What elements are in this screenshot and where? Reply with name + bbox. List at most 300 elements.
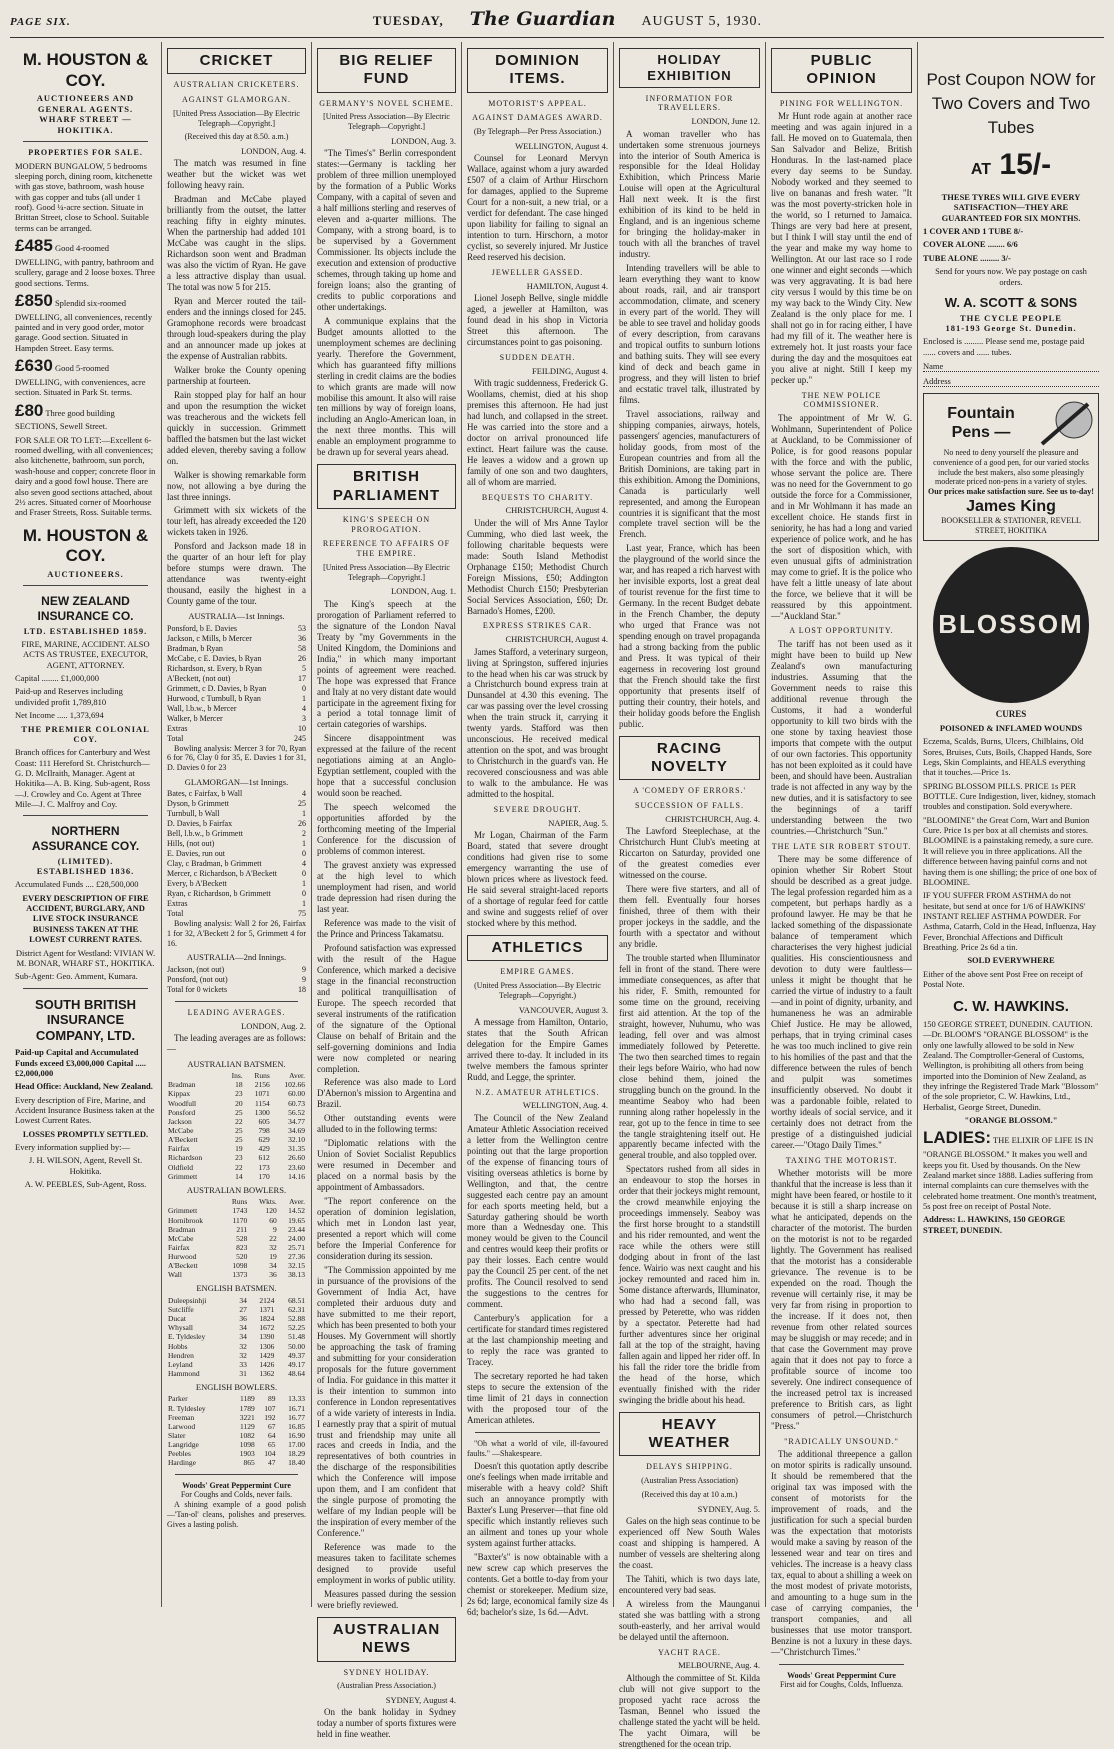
paragraph: Measures passed during the session were briefly reviewed. bbox=[317, 1589, 456, 1611]
coupon-address-field[interactable] bbox=[923, 376, 1099, 387]
fountain-pen-ad bbox=[923, 393, 1099, 541]
table-cell: 60.73 bbox=[288, 1098, 305, 1108]
table-cell: 1129 bbox=[239, 1421, 255, 1431]
score-batsman: Dyson, b Grimmett bbox=[167, 799, 229, 809]
table-cell: Hurwood bbox=[168, 1252, 197, 1262]
south-british-title: SOUTH BRITISH INSURANCE COMPANY, LTD. bbox=[34, 996, 137, 1044]
table-row bbox=[167, 1323, 306, 1332]
score-runs: 4 bbox=[302, 859, 306, 869]
score-runs: 1 bbox=[302, 899, 306, 909]
table-cell bbox=[167, 1071, 223, 1080]
table-row bbox=[167, 1117, 306, 1126]
racing-headline: RACING NOVELTY bbox=[619, 736, 760, 781]
paragraph: The Tahiti, which is two days late, encountered very bad seas. bbox=[619, 1573, 760, 1595]
table-cell: 56.52 bbox=[288, 1107, 305, 1117]
table-row bbox=[167, 1144, 306, 1153]
paragraph: Counsel for Leonard Mervyn Wallace, against whom a jury awarded £507 of a claim of Arthur Hirschorn for damages, applied to the Supreme Court for a non-suit, a new trial, or a verdict for defendant. The case hinged upon liability for failing to signal an intention to turn. Hirschorn, a motor cyclist, so severely injured. Mr Justice Reed reserved his decision. bbox=[467, 153, 608, 262]
subhead: DELAYS SHIPPING. bbox=[646, 1462, 733, 1472]
pen-more: Our prices make satisfaction sure. See us to-day! bbox=[928, 487, 1094, 497]
paragraph: There were five starters, and all of them fell. Eventually four horses finished, three of them with their proper jockeys in the saddle, and the fourth with a spectator and without any bridle. bbox=[619, 884, 760, 950]
table-cell: Sutcliffe bbox=[168, 1304, 194, 1314]
masthead-day: TUESDAY, bbox=[372, 13, 444, 28]
paragraph: The leading averages are as follows:— bbox=[167, 1032, 306, 1054]
paragraph: The match was resumed in fine weather but the wicket was wet following heavy rain. bbox=[167, 158, 306, 191]
score-row bbox=[167, 829, 306, 839]
page-number: PAGE SIX. bbox=[10, 16, 71, 28]
dateline: LONDON, Aug. 2. bbox=[241, 1020, 306, 1031]
table-cell: 24.00 bbox=[288, 1233, 305, 1243]
score-batsman: Ryan, c Richardson, b Grimmett bbox=[167, 889, 271, 899]
table-cell: 1426 bbox=[259, 1359, 275, 1369]
table-cell: Larwood bbox=[168, 1421, 196, 1431]
table-cell: R. Tyldesley bbox=[168, 1403, 206, 1413]
table-cell: 34 bbox=[239, 1332, 247, 1342]
paragraph: The secretary reported he had taken steps to secure the extension of the time limit of 21 days in connection with the proposed tour of the American athletes. bbox=[467, 1371, 608, 1425]
pills-ad: SPRING BLOSSOM PILLS. PRICE 1s PER BOTTLE. Cure Indigestion, liver, kidney, stomach troubles and constipation. Sold everywhere. bbox=[923, 780, 1096, 812]
paragraph: Reference was made to the measures taken to facilitate schemes designed to provide useful employment in works of public utility. bbox=[317, 1542, 456, 1586]
pen-firm-sub: BOOKSELLER & STATIONER, REVELL STREET, HOKITIKA bbox=[941, 516, 1081, 536]
table-cell: 33 bbox=[239, 1359, 247, 1369]
wire-credit: [United Press Association—By Electric Telegraph—Copyright.] bbox=[323, 112, 450, 132]
wire-credit: [United Press Association—By Electric Telegraph—Copyright.] bbox=[173, 108, 300, 128]
table-cell: 3221 bbox=[239, 1412, 255, 1422]
tyre-guarantee: THESE TYRES WILL GIVE EVERY SATISFACTION—THEY ARE GUARANTEED FOR SIX MONTHS. bbox=[941, 191, 1081, 223]
table-row bbox=[167, 1216, 306, 1225]
table-row bbox=[167, 1126, 306, 1135]
table-cell: 1189 bbox=[239, 1394, 255, 1404]
table-cell: Aver. bbox=[289, 1071, 305, 1081]
table-header bbox=[167, 1071, 306, 1080]
score-row bbox=[167, 849, 306, 859]
table-row bbox=[167, 1135, 306, 1144]
score-batsman: Total bbox=[167, 909, 184, 919]
ladies-text: THE ELIXIR OF LIFE IS IN "ORANGE BLOSSOM." It makes you well and keeps you fit. Used by thousands. On the New Zealand market since 1888. Ladies suffering from internal complaints can cure themselves with the celebrated home treatment. One month's treatment, 5s post free on receipt of Postal Note. bbox=[923, 1135, 1097, 1211]
table-cell: 22 bbox=[235, 1116, 243, 1126]
dateline: CHRISTCHURCH, August 4. bbox=[505, 505, 608, 516]
table-cell: 1300 bbox=[254, 1107, 270, 1117]
table-cell: 52.88 bbox=[288, 1314, 305, 1324]
property-text: Three good building SECTIONS, Sewell Street. bbox=[15, 407, 115, 432]
table-cell: 32.10 bbox=[288, 1135, 305, 1145]
paragraph: Under the will of Mrs Anne Taylor Cumming, who died last week, the following charitable bequests were made: South Island Methodist Orphanage £150; Methodist Church Foreign Missions, £50; Addington Methodist Church £150; Presbyterian Social Services Association, £60; Dr. Barnado's Homes, £200. bbox=[467, 517, 608, 616]
subhead: THE LATE SIR ROBERT STOUT. bbox=[771, 841, 912, 851]
score-runs: 26 bbox=[298, 819, 306, 829]
score-runs: 4 bbox=[302, 789, 306, 799]
score-batsman: Every, b A'Beckett bbox=[167, 879, 227, 889]
dateline: MELBOURNE, Aug. 4. bbox=[678, 1660, 760, 1671]
table-cell: 18.29 bbox=[288, 1449, 305, 1459]
northern-assurance-sub: (LIMITED). bbox=[57, 855, 114, 866]
table-row bbox=[167, 1351, 306, 1360]
score-runs: 17 bbox=[298, 673, 306, 683]
paragraph: A woman traveller who has undertaken some strenuous journeys into the interior of South America is responsible for the Ideal Holiday Exhibition, which Princess Marie Louise will open at the Agricultural Hall next week. It is the first exhibition of its kind to be held in England, and is an ingenious scheme for bringing the holiday-maker in touch with all the branches of travel industry. bbox=[619, 128, 760, 260]
dateline: NAPIER, Aug. 5. bbox=[548, 817, 608, 828]
table-row bbox=[167, 1153, 306, 1162]
south-british-capital: Paid-up Capital and Accumulated Funds exceed £3,000,000 Capital ..... £2,000,000 bbox=[15, 1047, 147, 1078]
innings-title: AUSTRALIA—1st Innings. bbox=[188, 611, 285, 622]
score-batsman: Hills, (not out) bbox=[167, 839, 215, 849]
table-cell: 22 bbox=[269, 1233, 277, 1243]
paragraph: Ponsford and Jackson made 18 in the quarter of an hour left for play before stumps were drawn. The attendance was twenty-eight thousand, easily the highest in a County game of the tour. bbox=[167, 541, 306, 607]
subhead: GERMANY'S NOVEL SCHEME. bbox=[319, 98, 454, 108]
dateline: SYDNEY, Aug. 5. bbox=[697, 1503, 760, 1514]
table-cell: 1903 bbox=[239, 1449, 255, 1459]
table-cell: McCabe bbox=[168, 1126, 194, 1136]
subhead: THE NEW POLICE COMMISSIONER. bbox=[801, 390, 882, 410]
score-runs: 36 bbox=[298, 633, 306, 643]
table-cell: 23 bbox=[235, 1153, 243, 1163]
dominion-headline: DOMINION ITEMS. bbox=[467, 48, 608, 93]
pen-text: No need to deny yourself the pleasure and convenience of a good pen, for our varied stocks include the best makers, also some pleasingly moderate priced non-pens in a variety of styles. bbox=[933, 448, 1089, 487]
subhead: SUDDEN DEATH. bbox=[499, 352, 576, 362]
premier-colonial: THE PREMIER COLONIAL COY. bbox=[21, 723, 150, 744]
score-runs: 245 bbox=[294, 733, 306, 743]
table-cell: 32 bbox=[239, 1350, 247, 1360]
paragraph: James Stafford, a veterinary surgeon, living at Springston, suffered injuries to the head when his car was struck by a Christchurch bound express train at Dunsandel at 4.30 this evening. The car was passing over the level crossing when the train struck it, carrying it twenty yards. Stafford was then unconscious. He received medical attention on the spot, and was brought to Christchurch in the guard's van. He recovered consciousness and was able to walk to the ambulance. He was admitted to the hospital. bbox=[467, 646, 608, 800]
table-cell: 429 bbox=[258, 1144, 270, 1154]
table-cell: Ponsford bbox=[168, 1107, 196, 1117]
score-row bbox=[167, 909, 306, 919]
hawkins-address: Address: L. HAWKINS, 150 GEORGE STREET, DUNEDIN. bbox=[923, 1214, 1066, 1235]
paragraph: Profound satisfaction was expressed with the result of the Hague Conference, which marked a decisive stage in the financial reconstruction and political tranquillisation of Europe. The speech recorded that several instruments of the ratification of the signature of the Optional Clause on behalf of Britain and the self-governing dominions and India were now completed or nearing completion. bbox=[317, 942, 456, 1074]
score-runs: 1 bbox=[302, 839, 306, 849]
table-row bbox=[167, 1404, 306, 1413]
averages-title: LEADING AVERAGES. bbox=[187, 1007, 286, 1017]
table-cell: 629 bbox=[258, 1135, 270, 1145]
property-price: £630 bbox=[15, 356, 53, 376]
score-runs: 58 bbox=[298, 643, 306, 653]
relief-headline: BIG RELIEF FUND bbox=[317, 48, 456, 93]
table-row bbox=[167, 1234, 306, 1243]
score-row bbox=[167, 704, 306, 714]
table-cell: 27.36 bbox=[288, 1252, 305, 1262]
table-cell: 823 bbox=[236, 1242, 248, 1252]
table-cell: Wkts. bbox=[259, 1197, 277, 1207]
table-cell: 34.77 bbox=[288, 1116, 305, 1126]
south-british-info: Every information supplied by:— bbox=[15, 1142, 130, 1153]
score-batsman: Turnbull, b Wall bbox=[167, 809, 220, 819]
score-row bbox=[167, 809, 306, 819]
dateline: CHRISTCHURCH, Aug. 4. bbox=[665, 813, 760, 824]
table-row bbox=[167, 1252, 306, 1261]
subhead: JEWELLER GASSED. bbox=[491, 267, 584, 277]
divider bbox=[23, 585, 148, 586]
score-row bbox=[167, 654, 306, 664]
table-row bbox=[167, 1080, 306, 1089]
table-cell: Aver. bbox=[289, 1197, 305, 1207]
cricket-subhead: AUSTRALIAN CRICKETERS. bbox=[173, 80, 300, 90]
table-cell: 1098 bbox=[232, 1261, 248, 1271]
paragraph: Walker is showing remarkable form now, not allowing a bye during the last three innings. bbox=[167, 469, 306, 502]
table-cell: 14.16 bbox=[288, 1171, 305, 1181]
nz-insurance-title: NEW ZEALAND INSURANCE CO. bbox=[37, 594, 134, 624]
paragraph: A message from Hamilton, Ontario, states that the South African delegation for the Empire Games arrived there to-day. It included in its twelve members the famous sprinter Rudd, and Legge, the sprinter. bbox=[467, 1016, 608, 1082]
bowling-analysis: Bowling analysis: Mercer 3 for 70, Ryan 6 for 76, Clay 0 for 35, E. Davies 1 for 31, D. Davies 0 for 23 bbox=[167, 743, 306, 773]
table-cell: 1390 bbox=[259, 1332, 275, 1342]
subhead: SUCCESSION OF FALLS. bbox=[635, 801, 744, 811]
score-runs: 0 bbox=[302, 683, 306, 693]
table-cell: 20 bbox=[235, 1098, 243, 1108]
paragraph: Canterbury's application for a certificate for standard times registered at the last championship meeting and to reply the race was granted to Tracey. bbox=[467, 1313, 608, 1368]
score-runs: 2 bbox=[302, 829, 306, 839]
coupon-at: AT bbox=[970, 161, 992, 179]
divider bbox=[175, 1001, 298, 1002]
score-runs: 9 bbox=[302, 964, 306, 974]
score-batsman: Total for 0 wickets bbox=[167, 984, 228, 994]
northern-assurance-agent: District Agent for Westland: VIVIAN W. M. BONAR, WHARF ST., HOKITIKA. bbox=[15, 947, 156, 968]
score-runs: 10 bbox=[298, 723, 306, 733]
table-cell: 1082 bbox=[239, 1431, 255, 1441]
table-cell: 32.15 bbox=[288, 1261, 305, 1271]
property-listing bbox=[15, 401, 156, 432]
table-cell: Jackson bbox=[168, 1116, 192, 1126]
table-cell: 104 bbox=[264, 1449, 276, 1459]
score-batsman: Mercer, c Richardson, b A'Beckett bbox=[167, 869, 277, 879]
divider bbox=[175, 1474, 298, 1475]
table-cell: Fairfax bbox=[168, 1242, 190, 1252]
score-runs: 4 bbox=[302, 703, 306, 713]
table-row bbox=[167, 1206, 306, 1215]
subhead: YACHT RACE. bbox=[658, 1647, 721, 1657]
table-cell: 62.31 bbox=[288, 1304, 305, 1314]
table-title: ENGLISH BATSMEN. bbox=[196, 1283, 277, 1294]
hawkins-caution: 150 GEORGE STREET, DUNEDIN. CAUTION.—Dr. BLOOM'S "ORANGE BLOSSOM" is the only one lawfully allowed to be sold in New Zealand. The Comptroller-General of Customs, Wellington, is prohibiting all others from being imported into the Dominion of New Zealand, as they infringe the Registered Trade Mark "Blossom" of the sole proprietor, C. W. Hawkins, Ltd., Herbalist, George Street, Dunedin. bbox=[923, 1018, 1099, 1112]
subhead: TAXING THE MOTORIST. bbox=[785, 1155, 898, 1165]
score-batsman: Grimmett, c D. Davies, b Ryan bbox=[167, 683, 267, 693]
paragraph: On the bank holiday in Sydney today a number of sports fixtures were held in fine weather. bbox=[317, 1707, 456, 1740]
table-cell: 16.71 bbox=[288, 1403, 305, 1413]
table-cell: 25.71 bbox=[288, 1242, 305, 1252]
score-batsman: McCabe, c E. Davies, b Ryan bbox=[167, 653, 262, 663]
ladies-ad bbox=[923, 1128, 1099, 1211]
table-cell: 19.65 bbox=[288, 1215, 305, 1225]
averages-table bbox=[167, 1071, 306, 1181]
table-cell: 25 bbox=[235, 1107, 243, 1117]
score-row bbox=[167, 985, 306, 995]
houston-firm-address: WHARF STREET — HOKITIKA. bbox=[39, 114, 132, 135]
table-cell: Hammond bbox=[168, 1368, 200, 1378]
property-price: £80 bbox=[15, 400, 44, 420]
subhead: N.Z. AMATEUR ATHLETICS. bbox=[475, 1087, 600, 1097]
dateline: VANCOUVER, August 3. bbox=[518, 1004, 608, 1015]
weather-headline: HEAVY WEATHER bbox=[619, 1412, 760, 1457]
table-cell: 192 bbox=[264, 1412, 276, 1422]
table-cell: 14.52 bbox=[288, 1206, 305, 1216]
spring-blossom-stamp bbox=[933, 547, 1089, 703]
table-cell: 47 bbox=[267, 1458, 276, 1468]
table-cell: 36 bbox=[269, 1270, 277, 1280]
table-cell: 60.00 bbox=[288, 1089, 305, 1099]
coupon-name-field[interactable] bbox=[923, 361, 1099, 372]
divider bbox=[23, 815, 148, 816]
woods-ad-title: Woods' Great Peppermint Cure bbox=[182, 1480, 291, 1490]
paragraph: The additional threepence a gallon on motor spirits is radically unsound. It should be remembered that the original tax was imposed with the consent of motorists for the improvement of roads, and the justification for such a special burden was the expectation that motorists would make a saving by reason of the lessened wear and tear on tires and vehicles. The increase is a heavy class tax, equal to about a shilling a week on the most modest of private motorists, and amounting to a huge sum in the case of carrying companies, the transport companies, and all businesses that use motor transport. Benzine is not a luxury in these days.—"Christchurch Times." bbox=[771, 1449, 912, 1657]
table-cell: 1362 bbox=[259, 1368, 275, 1378]
paragraph: "Baxter's" is now obtainable with a new screw cap which preserves the contents. Get a bottle to-day from your chemist or storekeeper. Medium size, 2s 6d; large, economical family size 4s 6d; bachelor's size, 1s 6d.—Advt. bbox=[467, 1552, 608, 1618]
paragraph: Bradman and McCabe played brilliantly from the outset, the latter reaching fifty in eighty minutes. When the partnership had added 101 McCabe was caught in the slips. Richardson soon went and Bradman was also the victim of Ryan. He gave a less attractive display than usual. The total was now 5 for 215. bbox=[167, 194, 306, 293]
table-cell: 25 bbox=[235, 1135, 243, 1145]
south-british-head: Head Office: Auckland, New Zealand. bbox=[15, 1081, 153, 1092]
table-cell: 1429 bbox=[259, 1350, 275, 1360]
opinion-headline: PUBLIC OPINION bbox=[771, 48, 912, 93]
table-cell: 34 bbox=[269, 1261, 277, 1271]
table-cell: 1098 bbox=[239, 1440, 255, 1450]
table-cell: A'Beckett bbox=[168, 1135, 198, 1145]
column-2-cricket bbox=[162, 42, 312, 1607]
score-batsman: Walker, b Mercer bbox=[167, 713, 223, 723]
table-cell: 23.44 bbox=[288, 1224, 305, 1234]
scorecard bbox=[167, 965, 306, 995]
table-cell: Hobbs bbox=[168, 1341, 188, 1351]
nz-insurance-lines: FIRE, MARINE, ACCIDENT. ALSO ACTS AS TRUSTEE, EXECUTOR, AGENT, ATTORNEY. bbox=[21, 639, 150, 670]
table-cell: 48.64 bbox=[288, 1368, 305, 1378]
table-cell: 17.00 bbox=[288, 1440, 305, 1450]
nz-insurance-sub: LTD. ESTABLISHED 1859. bbox=[23, 625, 148, 636]
scorecard bbox=[167, 789, 306, 919]
table-cell: 173 bbox=[258, 1162, 270, 1172]
columns bbox=[10, 42, 1104, 1749]
paragraph: Travel associations, railway and shipping companies, airways, hotels, passengers' agencies, manufacturers of holiday goods, from most of the European countries and from all the British Dominions, are taking part in this exhibition. Among the Dominions, Canada is particularly well represented, and among the European countries it is significant that the most complete travel section will be the French. bbox=[619, 408, 760, 540]
tanol-ad: A shining example of a good polish —'Tan-ol' cleans, polishes and preserves. Gives a lasting polish. bbox=[167, 1500, 306, 1529]
paragraph: The gravest anxiety was expressed at the high level to which unemployment had risen, and world trade depression had risen during the last year. bbox=[317, 860, 456, 914]
table-cell: 49.37 bbox=[288, 1350, 305, 1360]
table-row bbox=[167, 1261, 306, 1270]
score-runs: 26 bbox=[298, 653, 306, 663]
table-cell: 9 bbox=[273, 1224, 277, 1234]
score-row bbox=[167, 664, 306, 674]
south-british-agent-2: A. W. PEEBLES, Sub-Agent, Ross. bbox=[24, 1179, 147, 1190]
table-cell: Hornibrook bbox=[168, 1215, 203, 1225]
paragraph: Rain stopped play for half an hour and upon the resumption the wicket was treacherous and the wickets fell quickly in succession. Grimmett baffled the batsmen but the last wicket added eleven, thereby saving a follow on. bbox=[167, 389, 306, 466]
ladies-label: LADIES: bbox=[923, 1128, 991, 1148]
subhead: A LOST OPPORTUNITY. bbox=[789, 626, 894, 636]
paragraph: Although the committee of St. Kilda club will not give support to the proposed yacht race across the Tasman, Bennel who issued the challenge stated the yacht will be held. The yacht Oimara, will be strengthened for the ocean trip. bbox=[619, 1672, 760, 1749]
scorecard bbox=[167, 624, 306, 744]
stamp-text: BLOSSOM bbox=[938, 609, 1084, 640]
score-runs: 18 bbox=[298, 984, 306, 994]
tyre-option-3: TUBE ALONE ......... 3/- bbox=[923, 252, 1011, 263]
table-cell: 14 bbox=[235, 1171, 243, 1181]
score-batsman: Jackson, c Mills, b Mercer bbox=[167, 633, 252, 643]
subhead: EXPRESS STRIKES CAR. bbox=[482, 621, 593, 631]
table-cell: Runs bbox=[254, 1071, 270, 1081]
table-cell: Woodfull bbox=[168, 1098, 197, 1108]
tyre-option-2: COVER ALONE ........ 6/6 bbox=[923, 239, 1018, 250]
cricket-headline: CRICKET bbox=[167, 48, 306, 74]
paragraph: Mr Logan, Chairman of the Farm Board, stated that severe drought conditions had given rise to some emergency warranting the use of blown prices where as livestock feed. He said several straight-laced reports of a shortage of regular feed for cattle and swine and suggests relief of over stocked where by this method. bbox=[467, 830, 608, 928]
score-row bbox=[167, 694, 306, 704]
score-batsman: Clay, c Bradman, b Grimmett bbox=[167, 859, 262, 869]
score-runs: 0 bbox=[302, 869, 306, 879]
table-row bbox=[167, 1108, 306, 1117]
nz-insurance-capital: Capital ........ £1,000,000 bbox=[15, 673, 100, 684]
paragraph: Walker broke the County opening partnership at fourteen. bbox=[167, 364, 306, 386]
table-cell: 60 bbox=[269, 1215, 277, 1225]
table-row bbox=[167, 1369, 306, 1378]
table-cell: 38.13 bbox=[288, 1270, 305, 1280]
table-header bbox=[167, 1197, 306, 1206]
paragraph: Lionel Joseph Bellve, single middle aged, a jeweller at Hamilton, was found dead in his shop in Victoria Street this afternoon. The circumstances point to gas poisoning. bbox=[467, 293, 608, 347]
score-batsman: Bell, l.b.w., b Grimmett bbox=[167, 829, 243, 839]
table-cell: Bradman bbox=[168, 1224, 196, 1234]
holiday-headline: HOLIDAY EXHIBITION bbox=[619, 48, 760, 88]
table-row bbox=[167, 1332, 306, 1341]
masthead bbox=[10, 8, 1104, 38]
table-cell: Whysall bbox=[168, 1323, 193, 1333]
wire-credit: (By Telegraph—Per Press Association.) bbox=[473, 127, 602, 137]
score-row bbox=[167, 644, 306, 654]
dateline: WELLINGTON, August 4. bbox=[515, 140, 608, 151]
table-cell: Richardson bbox=[168, 1153, 203, 1163]
table-cell: Duleepsinhji bbox=[168, 1295, 207, 1305]
paragraph: Spectators rushed from all sides in an endeavour to stop the horses in order that their jockeys might remount, the crowd meanwhile enjoying the proceedings immensely. Seaboy was the first horse brought to a standstill and his rider remounted, and went the race while the others were still dodging about in front of the last fence. Wairio was next caught and his jockey remounted and raced him in. Some distance afterwards, Illuminator, who had had a second fall, was pressed by Peterette, who was ridden by a spectator. Peterette had had further adventures since her original fall at the top of the straight, having fallen again and lipped her rider off. In his fall the rider tore the bridle from the head of the horse, which eventually finished with the rider swinging the bridle about his head. bbox=[619, 1164, 760, 1405]
table-title: AUSTRALIAN BATSMEN. bbox=[187, 1058, 286, 1069]
table-cell: 102.66 bbox=[284, 1080, 305, 1090]
property-listing: MODERN BUNGALOW, 5 bedrooms sleeping porch, dining room, kitchenette with gas stove, bathroom, wash house with gas copper and tubs (all under 1 roof). Good ¼-acre section. Situate in Brittan Street, close to School. Suitable terms can be arranged. bbox=[15, 160, 153, 233]
subhead: AGAINST DAMAGES AWARD. bbox=[472, 113, 603, 123]
table-cell: 19 bbox=[235, 1144, 243, 1154]
table-cell: 32 bbox=[239, 1341, 247, 1351]
paragraph: Whether motorists will be more thankful that the increase is less than it might have been feared, or hostile to it because it is still a sharp increase on what he anticipated, depends on the character of the motorist. The burden on the motorist is not to be regarded lightly. The Government has realised that the motorist has a considerable grievance. The revenue is to be expended on the road. Though the revenue will certainly rise, it may be very far from rising in proportion to the increase. If it does not, then revenue from other related sources may be sluggish or may recede; and in that case the Government may prove again that it does not pay to force a profitable source of income too severely. One indirect consequence of the increased petrol tax is increased preference to British cars, as light consumers of petrol.—Christchurch "Press." bbox=[771, 1168, 912, 1431]
table-cell: 13.33 bbox=[288, 1394, 305, 1404]
table-cell: Peebles bbox=[168, 1449, 191, 1459]
table-cell: 67 bbox=[267, 1421, 276, 1431]
subhead: "RADICALLY UNSOUND." bbox=[784, 1436, 899, 1446]
table-cell: Slater bbox=[168, 1431, 186, 1441]
divider bbox=[23, 141, 148, 142]
northern-assurance-funds: Accumulated Funds .... £28,500,000 bbox=[15, 879, 139, 890]
table-cell: 31.35 bbox=[288, 1144, 305, 1154]
score-batsman: Bates, c Fairfax, b Wall bbox=[167, 789, 243, 799]
table-cell: 107 bbox=[264, 1403, 276, 1413]
paragraph: A wireless from the Maunganui stated she was battling with a strong south-easterly, and her arrival would be delayed until the afternoon. bbox=[619, 1598, 760, 1642]
score-row bbox=[167, 839, 306, 849]
table-cell: 18.40 bbox=[288, 1458, 305, 1468]
table-cell: 50.00 bbox=[288, 1341, 305, 1351]
table-cell: Kippax bbox=[168, 1089, 191, 1099]
table-cell: Parker bbox=[168, 1394, 188, 1404]
score-batsman: Extras bbox=[167, 899, 188, 909]
table-cell: 170 bbox=[258, 1171, 270, 1181]
property-text: Splendid six-roomed DWELLING, all conveniences, recently painted and in very good order, motor garage. Good section. Situated in Hampden Street. Easy terms. bbox=[15, 297, 153, 353]
pen-title: Fountain Pens — bbox=[947, 404, 1015, 442]
property-price: £485 bbox=[15, 236, 53, 256]
subhead: SEVERE DROUGHT. bbox=[493, 805, 582, 815]
table-cell: Ins. bbox=[231, 1071, 243, 1081]
score-batsman: Ponsford, b E. Davies bbox=[167, 623, 237, 633]
score-row bbox=[167, 965, 306, 975]
table-cell: Runs bbox=[231, 1197, 248, 1207]
scott-firm-name: W. A. SCOTT & SONS bbox=[944, 294, 1078, 310]
score-runs: 0 bbox=[302, 889, 306, 899]
score-runs: 1 bbox=[302, 693, 306, 703]
paragraph: There may be some difference of opinion whether Sir Robert Stout should be described as a great judge. The legal profession regarded him as a competent, but perhaps hardly as a profound lawyer. He may be that he lacked something of the dispassionate balance of temperament which characterises the very highest judicial qualities. His conscientiousness and devotion to duty were faultless—unless it might be thought that he carried the virtue of industry to a fault—and in point of dignity, urbanity, and humaneness he was an admirable Chief Justice. He may be allowed, perhaps, that in trying criminal cases he was too much inclined to give rein to his homilies of the past and that the difference between the rules of bench and pulpit was sometimes insufficiently observed. No doubt it was a pardonable foible, related to worthy ideals of social service, and it certainly does not detract from the prestige of a distinguished judicial career.—"Otago Daily Times." bbox=[771, 854, 912, 1150]
post-free: Either of the above sent Post Free on receipt of Postal Note. bbox=[923, 968, 1083, 990]
dateline: LONDON, June 12. bbox=[691, 116, 760, 127]
table-row bbox=[167, 1099, 306, 1108]
table-row bbox=[167, 1422, 306, 1431]
paragraph: The speech welcomed the opportunities afforded by the forthcoming meeting of the Imperial Conference for the discussion of problems of common interest. bbox=[317, 802, 456, 857]
newspaper-title: The Guardian bbox=[469, 8, 616, 30]
paragraph: Intending travellers will be able to learn everything they want to know about roads, rail, and air transport accommodation, climate, and scenery in every part of the world. They will be able to see travel and holiday goods of every description, from caravans and tropical outfits to sunburn lotions and bathing suits. They will see every kind of deck and beach game in progress, and they will listen to brief and ecstatic travel talk, illustrated by films. bbox=[619, 263, 760, 405]
averages-table bbox=[167, 1296, 306, 1378]
paragraph: Ryan and Mercer routed the tail-enders and the innings closed for 245. Gramophone records were broadcast through loud-speakers during the play and an announcer made up jokes at the expense of Australian rabbits. bbox=[167, 296, 306, 361]
table-cell: 34 bbox=[239, 1295, 247, 1305]
paragraph: Last year, France, which has been the playground of the world since the war, and has reaped a rich harvest with her invisible exports, lost a great deal of tourist revenue for the first time to Germany. In the recent Budget debate in the French Chamber, the deputy who urged that France was not spending enough on travel propaganda had a strong backing from the public and Press. It was typical of their eagerness in recovering lost ground that the French should take the first opportunity that presents itself of putting their country, their hotels, and their holiday goods before the English public. bbox=[619, 543, 760, 729]
table-cell: 52.25 bbox=[288, 1323, 305, 1333]
table-cell: 211 bbox=[236, 1224, 248, 1234]
table-row bbox=[167, 1449, 306, 1458]
